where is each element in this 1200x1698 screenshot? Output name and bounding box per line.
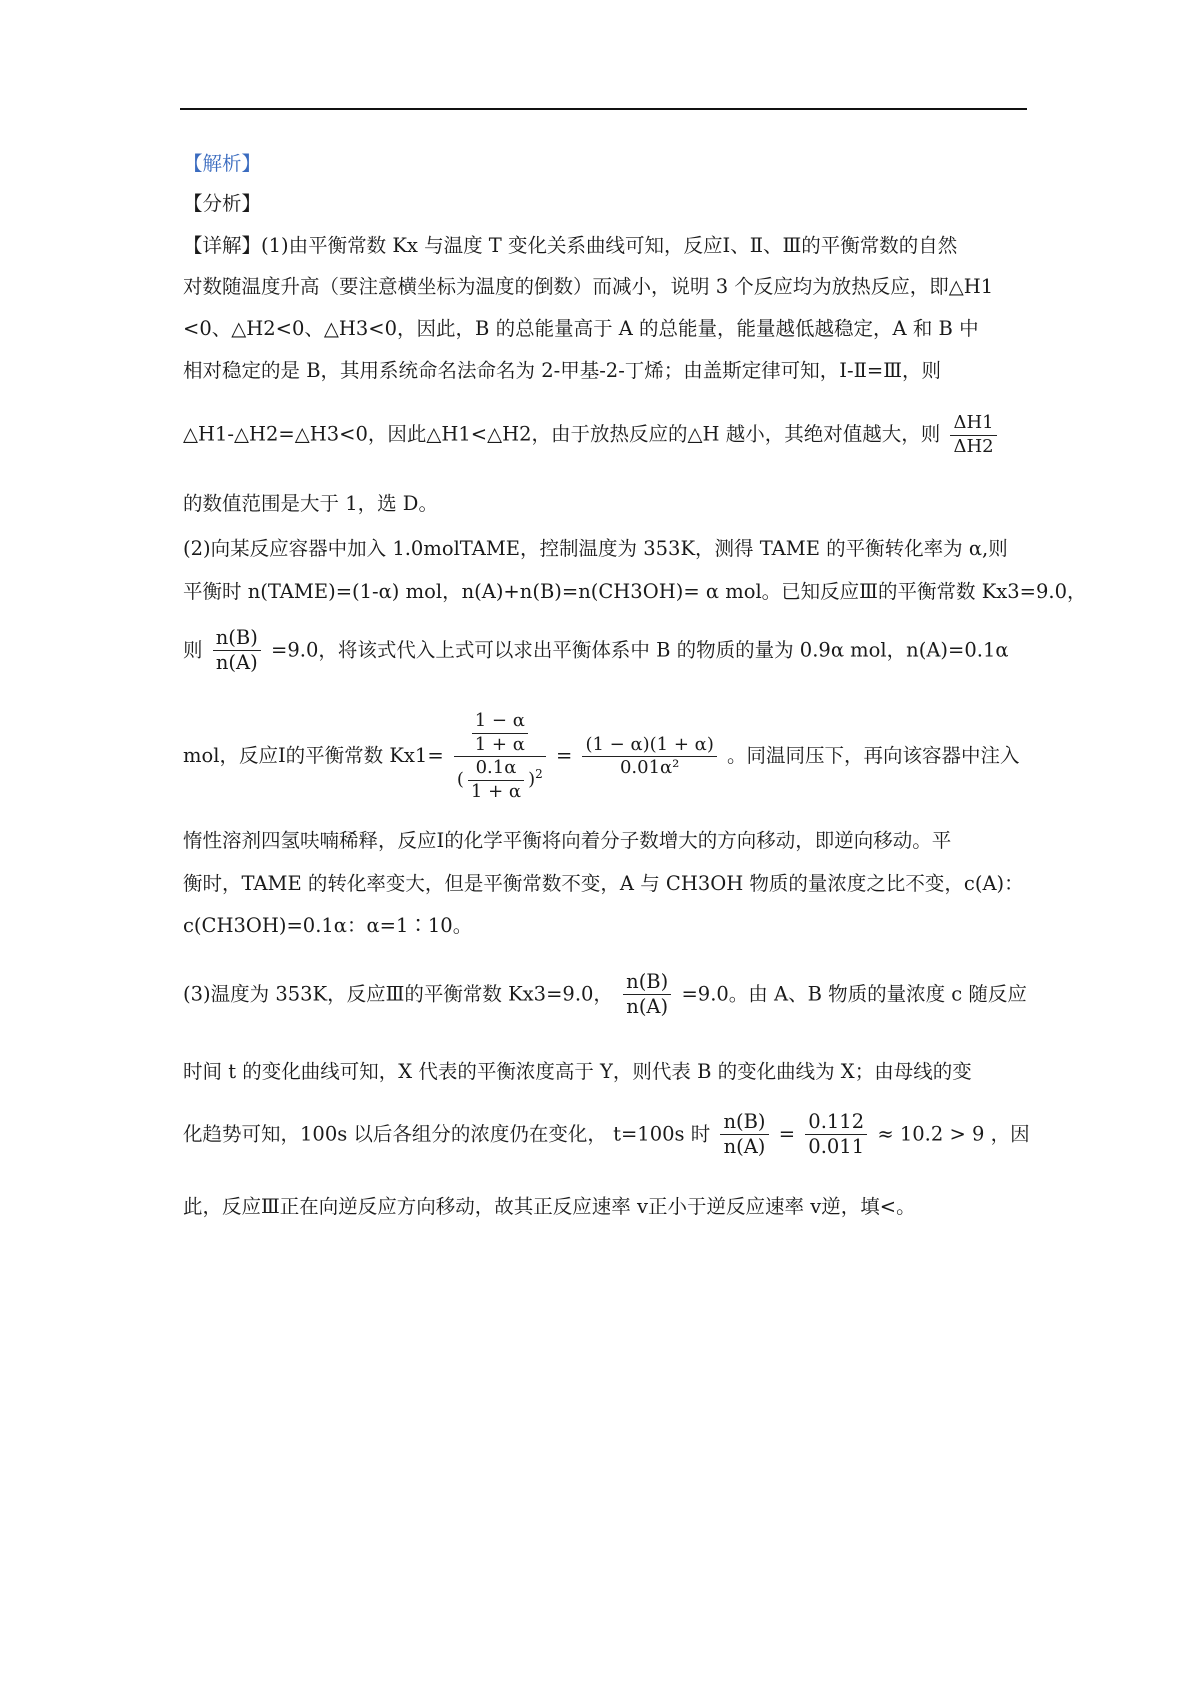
p2-line-5: 惰性溶剂四氢呋喃稀释，反应Ⅰ的化学平衡将向着分子数增大的方向移动，即逆向移动。平 bbox=[183, 829, 952, 852]
p1-line-5-text: △H1-△H2=△H3<0，因此△H1<△H2，由于放热反应的△H 越小，其绝对值越大，则 bbox=[183, 422, 941, 446]
kx1-result-num: (1 − α)(1 + α) bbox=[585, 733, 714, 755]
p2-line-4-pre: mol，反应Ⅰ的平衡常数 Kx1= bbox=[183, 744, 444, 767]
p3-line-3-post: ≈ 10.2 > 9 ，因 bbox=[877, 1122, 1030, 1146]
p1-line-4: 相对稳定的是 B，其用系统命名法命名为 2-甲基-2-丁烯；由盖斯定律可知，Ⅰ-Ⅱ=Ⅲ，则 bbox=[183, 359, 941, 382]
p2-line-6: 衡时，TAME 的转化率变大，但是平衡常数不变，A 与 CH3OH 物质的量浓度之比不变，c(A)： bbox=[183, 872, 1024, 895]
p1-line-6: 的数值范围是大于 1，选 D。 bbox=[183, 492, 438, 515]
kx1-numerator bbox=[454, 710, 546, 756]
p3-value-fraction bbox=[805, 1110, 867, 1160]
nb-na-den: n(A) bbox=[213, 650, 261, 675]
p3-line-1-pre: (3)温度为 353K，反应Ⅲ的平衡常数 Kx3=9.0， bbox=[183, 982, 613, 1006]
p2-line-3-pre: 则 bbox=[183, 638, 203, 662]
delta-h-ratio bbox=[950, 412, 996, 458]
kx1-result-den: 0.01α² bbox=[582, 756, 716, 780]
p3-line-1 bbox=[183, 970, 1027, 1020]
heading-fenxi: 【分析】 bbox=[183, 192, 262, 215]
p1-line-1: 【详解】(1)由平衡常数 Kx 与温度 T 变化关系曲线可知，反应Ⅰ、Ⅱ、Ⅲ的平衡常数的自然 bbox=[183, 234, 958, 257]
kx1-inner-den: 1 + α bbox=[472, 733, 528, 757]
p2-line-4-post: 。同温同压下，再向该容器中注入 bbox=[727, 744, 1020, 767]
p3-nb-na-num: n(B) bbox=[626, 970, 669, 993]
p2-line-7: c(CH3OH)=0.1α：α=1∶10。 bbox=[183, 914, 473, 937]
nb-na-fraction bbox=[213, 626, 261, 676]
nb-na-num: n(B) bbox=[215, 626, 258, 649]
p1-line-2: 对数随温度升高（要注意横坐标为温度的倒数）而减小，说明 3 个反应均为放热反应，即△H1 bbox=[183, 275, 994, 298]
p3-ratio-den: n(A) bbox=[720, 1134, 768, 1159]
kx1-inner-num: 1 − α bbox=[474, 710, 525, 731]
kx1-denominator: ( $\frac{0.1\alpha}{1 + \alpha}$ )$^2$ bbox=[454, 756, 546, 803]
kx1-result bbox=[582, 734, 716, 780]
kx1-den-num: 0.1α bbox=[475, 757, 517, 778]
p3-line-3-pre: 化趋势可知，100s 以后各组分的浓度仍在变化， t=100s 时 bbox=[183, 1122, 711, 1146]
p3-ratio-fraction bbox=[720, 1110, 768, 1160]
p2-line-2: 平衡时 n(TAME)=(1-α) mol，n(A)+n(B)=n(CH3OH)= α mol。已知反应Ⅲ的平衡常数 Kx3=9.0， bbox=[183, 580, 1087, 603]
p3-value-den: 0.011 bbox=[805, 1134, 867, 1159]
p2-line-3-post: =9.0，将该式代入上式可以求出平衡体系中 B 的物质的量为 0.9α mol，n(A)=0.1α bbox=[271, 638, 1009, 662]
header-rule bbox=[180, 108, 1027, 110]
p3-nb-na-den: n(A) bbox=[623, 994, 671, 1019]
p3-nb-na-fraction bbox=[623, 970, 671, 1020]
delta-h-ratio-den: ΔH2 bbox=[950, 435, 996, 459]
kx1-expression bbox=[454, 710, 546, 803]
p1-line-3: <0、△H2<0、△H3<0，因此，B 的总能量高于 A 的总能量，能量越低越稳定，A 和 B 中 bbox=[183, 317, 979, 340]
delta-h-ratio-num: ΔH1 bbox=[953, 412, 994, 433]
p1-line-5 bbox=[183, 412, 1001, 458]
p3-line-4: 此，反应Ⅲ正在向逆反应方向移动，故其正反应速率 v正小于逆反应速率 v逆，填<。 bbox=[183, 1195, 916, 1218]
p3-line-1-post: =9.0。由 A、B 物质的量浓度 c 随反应 bbox=[681, 982, 1027, 1006]
p3-ratio-num: n(B) bbox=[723, 1110, 766, 1133]
kx1-den-den: 1 + α bbox=[468, 780, 524, 804]
p3-value-num: 0.112 bbox=[808, 1110, 865, 1133]
p2-line-3 bbox=[183, 626, 1009, 676]
p2-line-4: mol，反应Ⅰ的平衡常数 Kx1= $\frac{1 - \alpha}{1 + \alpha}$ ( $\frac{0.1\alpha}{1 + \alpha}$ )$^2$ = $\frac{(1 - \alpha)(1 + \alpha)}{\text{0.01α²}}$ 。同温同压下，再向该容器中注入 bbox=[183, 710, 1020, 802]
heading-jiexi: 【解析】 bbox=[183, 152, 262, 175]
p3-line-2: 时间 t 的变化曲线可知，X 代表的平衡浓度高于 Y，则代表 B 的变化曲线为 X；由母线的变 bbox=[183, 1060, 972, 1083]
kx1-den-fraction bbox=[468, 757, 524, 803]
p2-line-1: (2)向某反应容器中加入 1.0molTAME，控制温度为 353K，测得 TAME 的平衡转化率为 α,则 bbox=[183, 537, 1008, 560]
kx1-inner-fraction bbox=[472, 710, 528, 756]
p3-line-3: 化趋势可知，100s 以后各组分的浓度仍在变化， t=100s 时 $\frac{n(B)}{n(A)}$ = $\frac{0.112}{0.011}$ ≈ 10.2 > 9 ，因 bbox=[183, 1110, 1030, 1159]
